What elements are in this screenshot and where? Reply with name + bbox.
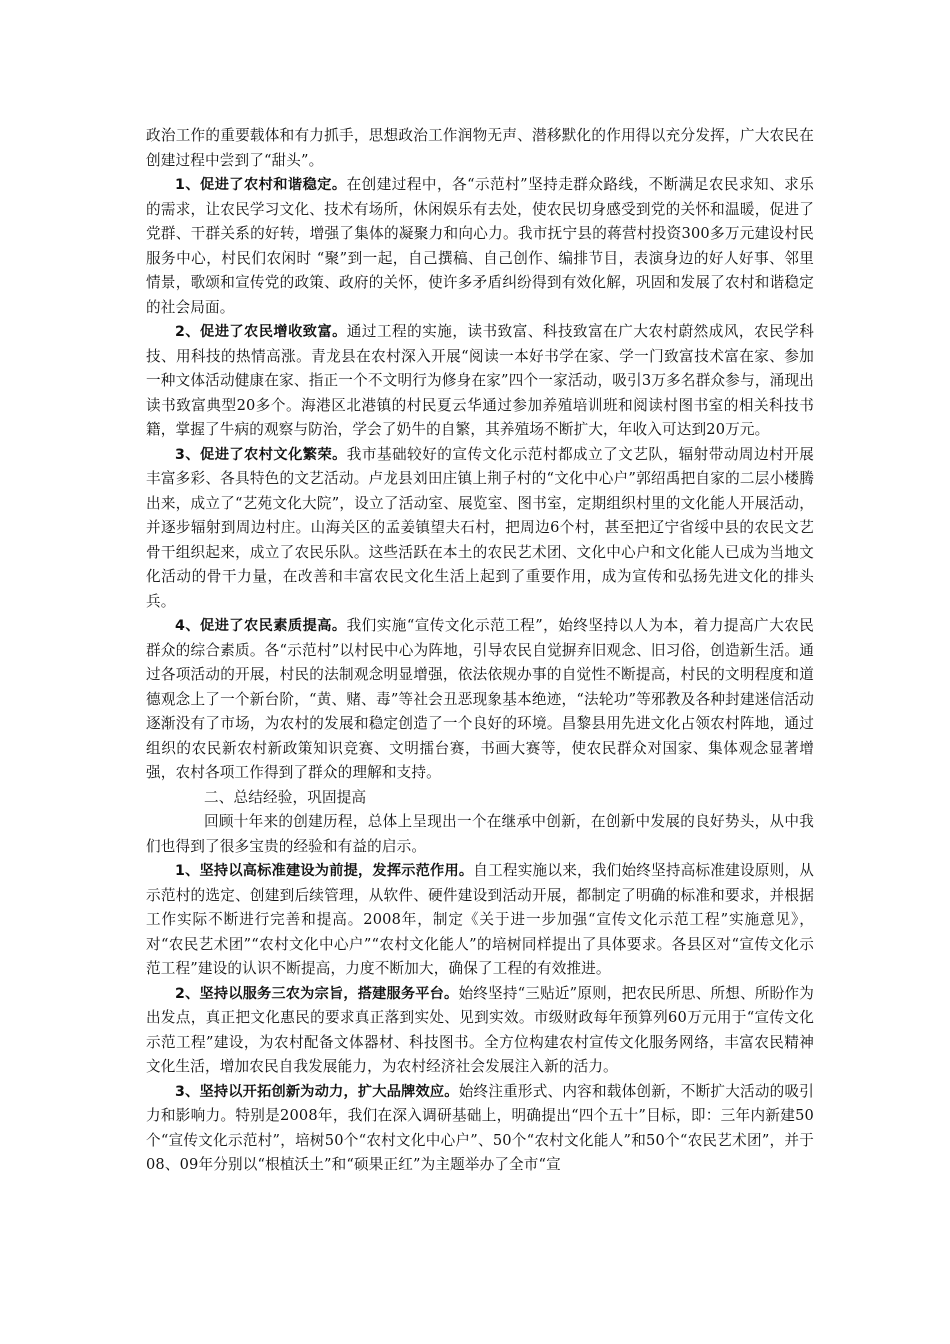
paragraph-lead: 1、坚持以高标准建设为前提，发挥示范作用。 (175, 863, 474, 879)
paragraph-culture (146, 443, 814, 615)
paragraph-lead: 1、促进了农村和谐稳定。 (175, 177, 347, 193)
paragraph-service (146, 982, 814, 1080)
paragraph-text: 通过工程的实施，读书致富、科技致富在广大农村蔚然成风，农民学科技、用科技的热情高涨。青龙县在农村深入开展“阅读一本好书学在家、学一门致富技术富在家、参加一种文体活动健康在家、指正一个不文明行为修身在家”四个一家活动，吸引3万多名群众参与，涌现出读书致富典型20多个。海港区北港镇的村民夏云华通过参加养殖培训班和阅读村图书室的相关科技书籍，掌握了牛病的观察与防治，学会了奶牛的自繁，其养殖场不断扩大，年收入可达到20万元。 (146, 323, 814, 438)
paragraph-innovation (146, 1080, 814, 1178)
paragraph-standards (146, 859, 814, 982)
paragraph-text: 我市基础较好的宣传文化示范村都成立了文艺队，辐射带动周边村开展丰富多彩、各具特色的文艺活动。卢龙县刘田庄镇上荆子村的“文化中心户”郭绍禹把自家的二层小楼腾出来，成立了“艺苑文化大院”，设立了活动室、展览室、图书室，定期组织村里的文化能人开展活动，并逐步辐射到周边村庄。山海关区的孟姜镇望夫石村，把周边6个村，甚至把辽宁省绥中县的农民文艺骨干组织起来，成立了农民乐队。这些活跃在本土的农民艺术团、文化中心户和文化能人已成为当地文化活动的骨干力量，在改善和丰富农民文化生活上起到了重要作用，成为宣传和弘扬先进文化的排头兵。 (146, 445, 814, 610)
paragraph-lead: 3、促进了农村文化繁荣。 (175, 446, 347, 463)
paragraph-quality (146, 614, 814, 786)
paragraph-text: 我们实施“宣传文化示范工程”，始终坚持以人为本，着力提高广大农民群众的综合素质。各“示范村”以村民中心为阵地，引导农民自觉摒弃旧观念、旧习俗，创造新生活。通过各项活动的开展，村民的法制观念明显增强，依法依规办事的自觉性不断提高，村民的文明程度和道德观念上了一个新台阶，“黄、赌、毒”等社会丑恶现象基本绝迹，“法轮功”等邪教及各种封建迷信活动逐渐没有了市场，为农村的发展和稳定创造了一个良好的环境。昌黎县用先进文化占领农村阵地，通过组织的农民新农村新政策知识竞赛、文明擂台赛，书画大赛等，使农民群众对国家、集体观念显著增强，农村各项工作得到了群众的理解和支持。 (146, 617, 814, 781)
section-heading: 二、总结经验，巩固提高 (204, 788, 367, 806)
paragraph-rural-harmony (146, 173, 814, 320)
paragraph-text: 政治工作的重要载体和有力抓手，思想政治工作润物无声、潜移默化的作用得以充分发挥，广大农民在创建过程中尝到了“甜头”。 (146, 127, 814, 169)
paragraph-text: 始终坚持“三贴近”原则，把农民所思、所想、所盼作为出发点，真正把文化惠民的要求真正落到实处、见到实效。市级财政每年预算列60万元用于“宣传文化示范工程”建设，为农村配备文体器材、科技图书。全方位构建农村宣传文化服务网络，丰富农民精神文化生活，增加农民自我发展能力，为农村经济社会发展注入新的活力。 (146, 984, 814, 1075)
paragraph-continued (146, 124, 814, 173)
paragraph-lead: 2、坚持以服务三农为宗旨，搭建服务平台。 (175, 985, 459, 1002)
paragraph-text: 自工程实施以来，我们始终坚持高标准建设原则，从示范村的选定、创建到后续管理，从软件、硬件建设到活动开展，都制定了明确的标准和要求，并根据工作实际不断进行完善和提高。2008年，制定《关于进一步加强“宣传文化示范工程”实施意见》，对“农民艺术团”“农村文化中心户”“农村文化能人”的培树同样提出了具体要求。各县区对“宣传文化示范工程”建设的认识不断提高，力度不断加大，确保了工程的有效推进。 (146, 862, 814, 977)
paragraph-lead: 2、促进了农民增收致富。 (175, 324, 347, 340)
paragraph-text: 在创建过程中，各“示范村”坚持走群众路线，不断满足农民求知、求乐的需求，让农民学习文化、技术有场所，休闲娱乐有去处，使农民切身感受到党的关怀和温暖，促进了党群、干群关系的好转，增强了集体的凝聚力和向心力。我市抚宁县的蒋营村投资300多万元建设村民服务中心，村民们农闲时 “聚”到一起，自己撰稿、自己创作、编排节目，表演身边的好人好事、邻里情景，歌颂和宣传党的政策、政府的关怀，使许多矛盾纠纷得到有效化解，巩固和发展了农村和谐稳定的社会局面。 (146, 176, 814, 316)
paragraph-text: 始终注重形式、内容和载体创新，不断扩大活动的吸引力和影响力。特别是2008年，我们在深入调研基础上，明确提出“四个五十”目标，即：三年内新建50个“宣传文化示范村”，培树50个“农村文化中心户”、50个“农村文化能人”和50个“农民艺术团”，并于08、09年分别以“根植沃土”和“硕果正红”为主题举办了全市“宣 (146, 1082, 815, 1173)
document-page (146, 124, 814, 1178)
paragraph-income (146, 320, 814, 443)
paragraph-lead: 4、促进了农民素质提高。 (175, 618, 347, 634)
section-intro: 回顾十年来的创建历程，总体上呈现出一个在继承中创新，在创新中发展的良好势头，从中我们也得到了很多宝贵的经验和有益的启示。 (146, 813, 814, 855)
paragraph-lead: 3、坚持以开拓创新为动力，扩大品牌效应。 (175, 1083, 459, 1100)
